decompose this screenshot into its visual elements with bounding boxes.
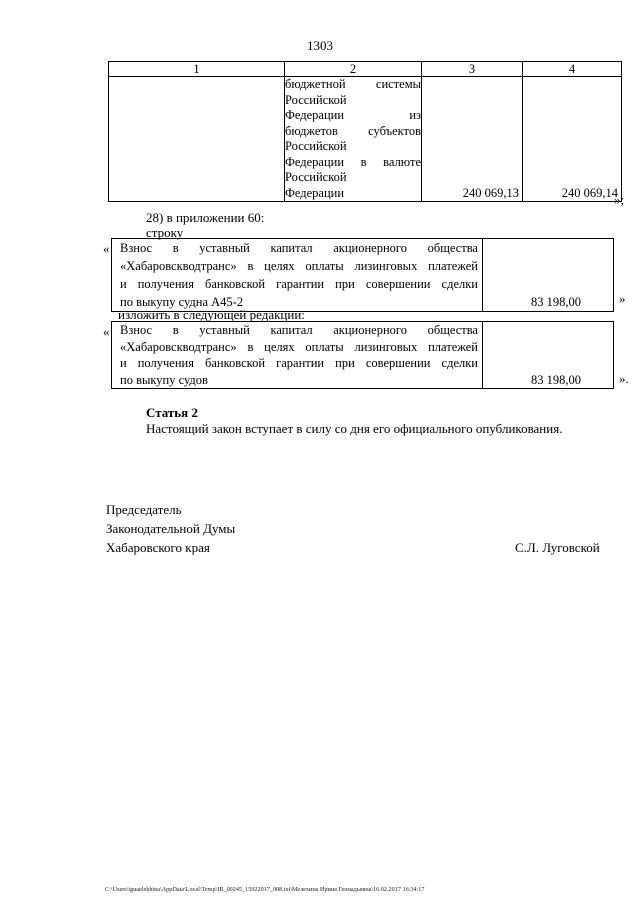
row-col-1 xyxy=(109,77,285,202)
text-line: бюджетной системы xyxy=(285,77,421,91)
signature-line: Председатель xyxy=(106,502,182,517)
new-row-text xyxy=(112,322,483,388)
text-line: Российской xyxy=(285,170,347,184)
file-path-footer: C:\Users\iguaelekhina\AppData\Local\Temp\IR_00245_15022017_008.txt\Мелехина Ирина Геннадьевна\16.02.2017 16:34:17 xyxy=(105,886,425,893)
text-line: по выкупу судов xyxy=(120,372,208,387)
text-line: Российской xyxy=(285,139,347,153)
budget-table xyxy=(108,61,622,202)
text-line: Взнос в уставный капитал акционерного общества xyxy=(120,323,478,337)
signature-line: Законодательной Думы xyxy=(106,521,236,536)
signature-block xyxy=(106,500,235,557)
article-text: Настоящий закон вступает в силу со дня его официального опубликования. xyxy=(146,421,563,436)
close-quote: » xyxy=(619,291,626,306)
open-quote: « xyxy=(103,241,110,256)
new-row-box xyxy=(111,321,614,389)
text-line: Российской xyxy=(285,92,347,107)
stroku-label: строку xyxy=(146,225,184,240)
header-col-3: 3 xyxy=(422,62,523,77)
table-row xyxy=(109,77,622,202)
signature-line: Хабаровского края xyxy=(106,540,210,555)
header-col-1: 1 xyxy=(109,62,285,77)
text-line: «Хабаровскводтранс» в целях оплаты лизинговых платежей xyxy=(120,259,478,273)
header-col-2: 2 xyxy=(285,62,422,77)
text-line: Федерации xyxy=(285,185,345,200)
text-line: Федерации из xyxy=(285,108,421,122)
closing-quote: »; xyxy=(614,192,625,207)
row-col-3-value: 240 069,13 xyxy=(422,77,523,202)
old-row-value: 83 198,00 xyxy=(531,295,581,309)
table-header-row xyxy=(109,62,622,77)
article-title: Статья 2 xyxy=(146,405,198,420)
row-col-4-value: 240 069,14 xyxy=(523,77,622,202)
signatory-name: С.Л. Луговской xyxy=(515,540,600,555)
text-line: и получения банковской гарантии при совершении сделки xyxy=(120,277,478,291)
old-row-box xyxy=(111,238,614,312)
header-col-4: 4 xyxy=(523,62,622,77)
text-line: бюджетов субъектов xyxy=(285,123,421,138)
item-28: 28) в приложении 60: xyxy=(146,210,265,225)
old-row-text xyxy=(112,239,483,311)
open-quote: « xyxy=(103,324,110,339)
text-line: по выкупу судна А45-2 xyxy=(120,295,244,309)
text-line: Федерации в валюте xyxy=(285,154,421,169)
row-col-2 xyxy=(285,77,422,202)
new-edition-label: изложить в следующей редакции: xyxy=(118,307,305,322)
text-line: «Хабаровскводтранс» в целях оплаты лизинговых платежей xyxy=(120,339,478,354)
close-quote: ». xyxy=(619,371,629,386)
text-line: и получения банковской гарантии при совершении сделки xyxy=(120,356,478,370)
text-line: Взнос в уставный капитал акционерного общества xyxy=(120,241,478,255)
new-row-value: 83 198,00 xyxy=(531,373,581,387)
page-number: 1303 xyxy=(307,38,333,53)
